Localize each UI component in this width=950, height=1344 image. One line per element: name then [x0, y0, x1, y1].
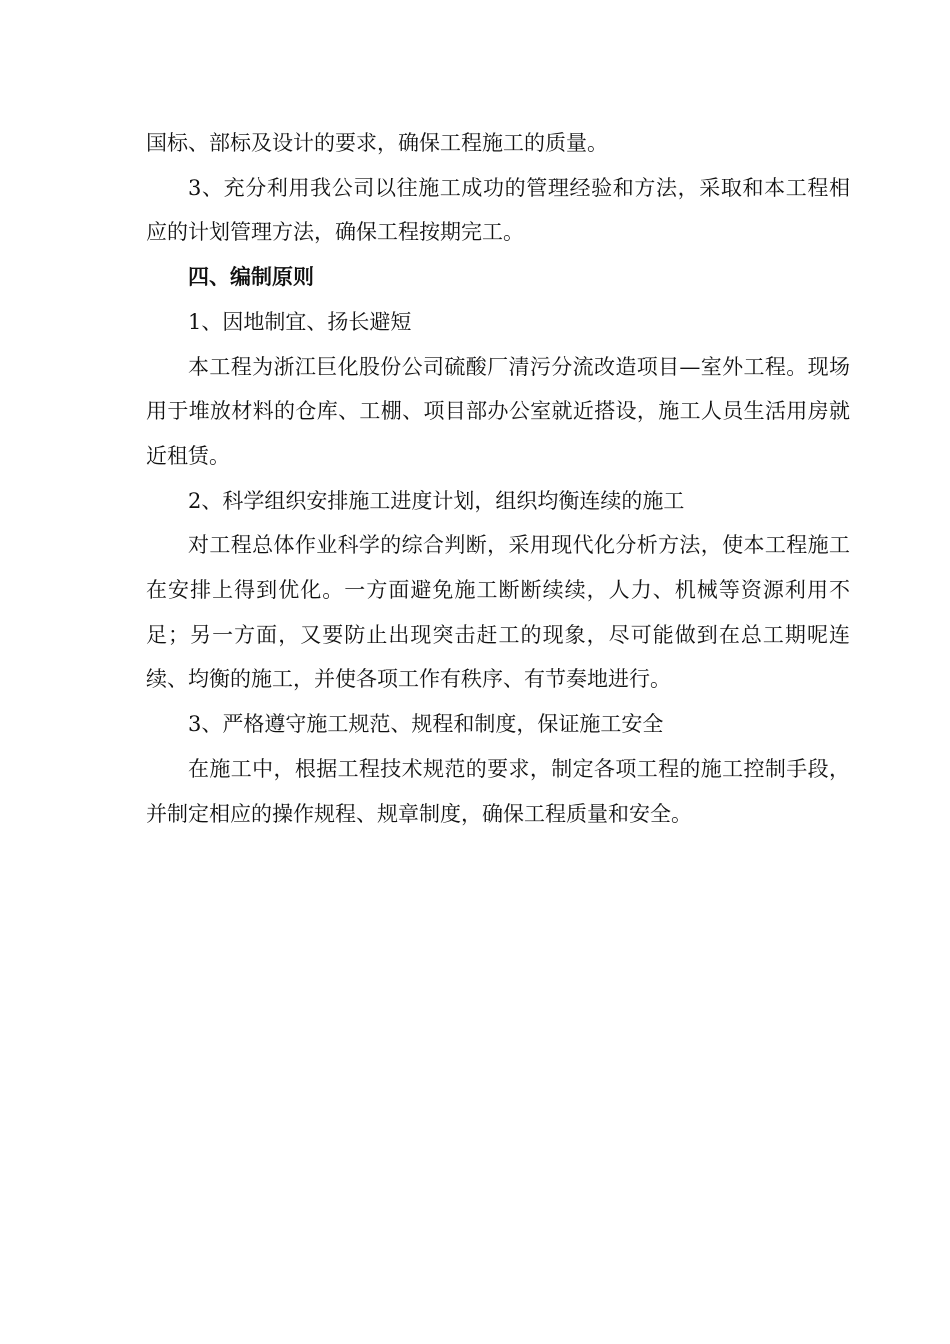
subheading-1: 1、因地制宜、扬长避短 — [188, 309, 412, 334]
paragraph-sub-2-body: 对工程总体作业科学的综合判断，采用现代化分析方法，使本工程施工在安排上得到优化。一方面避免施工断断续续，人力、机械等资源利用不足；另一方面，又要防止出现突击赶工的现象，尽可能做到在总工期呢连续、均衡的施工，并使各项工作有秩序、有节奏地进行。 — [146, 533, 850, 692]
section-heading: 四、编制原则 — [188, 264, 314, 290]
subheading-2: 2、科学组织安排施工进度计划，组织均衡连续的施工 — [188, 488, 685, 513]
paragraph-point-3-schedule: 3、充分利用我公司以往施工成功的管理经验和方法，采取和本工程相应的计划管理方法，确保工程按期完工。 — [146, 175, 850, 245]
paragraph-sub-3-body: 在施工中，根据工程技术规范的要求，制定各项工程的施工控制手段，并制定相应的操作规程、规章制度，确保工程质量和安全。 — [146, 756, 850, 826]
document-body — [146, 121, 850, 836]
paragraph-sub-1-body: 本工程为浙江巨化股份公司硫酸厂清污分流改造项目—室外工程。现场用于堆放材料的仓库、工棚、项目部办公室就近搭设，施工人员生活用房就近租赁。 — [146, 354, 850, 468]
paragraph-continuation-quality: 国标、部标及设计的要求，确保工程施工的质量。 — [146, 131, 608, 155]
subheading-3: 3、严格遵守施工规范、规程和制度，保证施工安全 — [188, 712, 664, 737]
